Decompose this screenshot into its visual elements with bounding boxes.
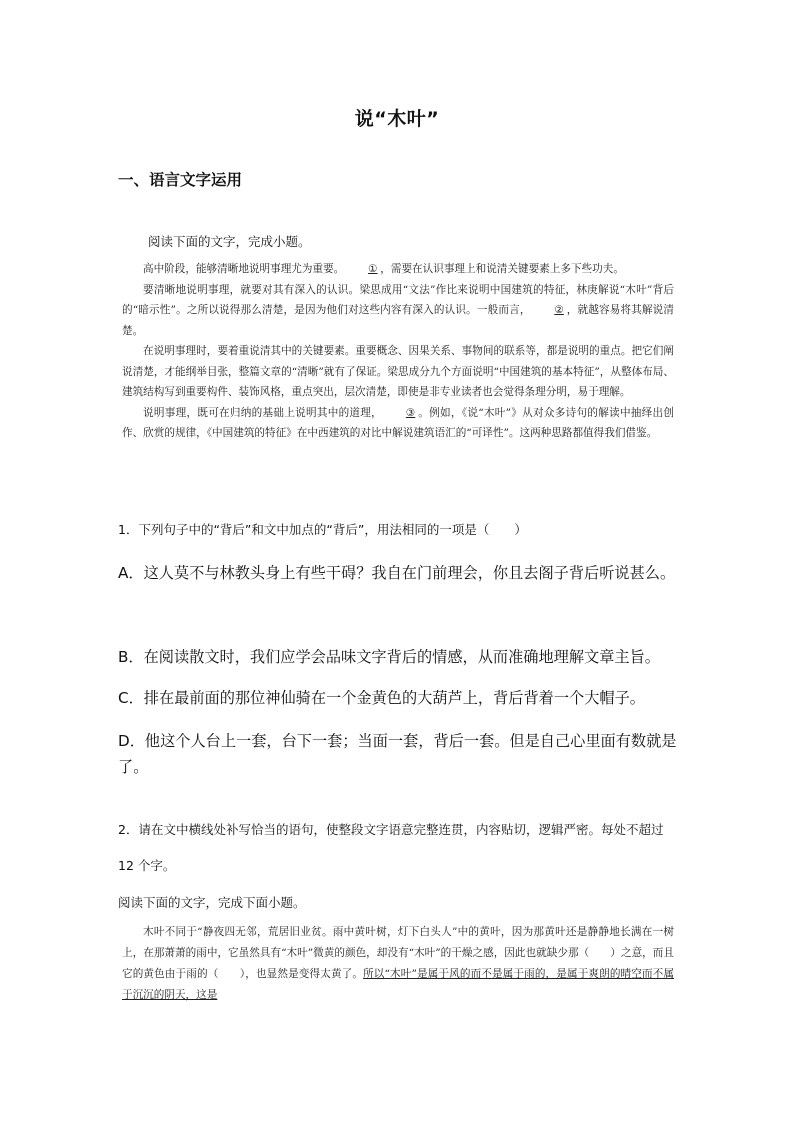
blank-1: ① [368,263,378,275]
blank-2: ② [554,304,564,316]
instruction-text: 阅读下面的文字，完成小题。 [148,234,311,249]
passage-paragraph: 要清晰地说明事理，就要对其有深入的认识。梁思成用“文法”作比来说明中国建筑的特征，林庚解说“木叶”背后的“暗示性”。之所以说得那么清楚，是因为他们对这些内容有深入的认识。一般而言， ② ，就越容易将其解说清楚。 [122,283,674,337]
reading-passage-1 [122,259,674,444]
blank-3: ③ [405,406,416,419]
option-d[interactable]: D．他这个人台上一套，台下一套；当面一套，背后一套。但是自己心里面有数就是了。 [118,732,677,776]
passage-paragraph: 在说明事理时，要着重说清其中的关键要素。重要概念、因果关系、事物间的联系等，都是说明的重点。把它们阐说清楚，才能纲举目张，整篇文章的“清晰”就有了保证。梁思成分九个方面说明“中国建筑的基本特征”，从整体布局、建筑结构写到重要构件、装饰风格，重点突出，层次清楚，即使是非专业读者也会觉得条理分明，易于理解。 [122,345,674,398]
reading-passage-2 [122,922,674,1006]
underlined-sentence: 所以“木叶”是属于风的而不是属于雨的，是属于爽朗的晴空而不属于沉沉的阴天，这是 [122,968,674,1001]
question-1-stem: 1．下列句子中的“背后”和文中加点的“背后”，用法相同的一项是（ ） [118,522,527,537]
passage-paragraph: 高中阶段，能够清晰地说明事理尤为重要。 ① ，需要在认识事理上和说清关键要素上多下些功夫。 [122,259,674,280]
section-heading: 一、语言文字运用 [118,171,243,189]
option-b[interactable]: B．在阅读散文时，我们应学会品味文字背后的情感，从而准确地理解文章主旨。 [118,648,660,666]
passage-paragraph: 木叶不同于“静夜四无邻，荒居旧业贫。雨中黄叶树，灯下白头人”中的黄叶，因为那黄叶还是静静地长满在一树上，在那萧萧的雨中，它虽然具有“木叶”微黄的颜色，却没有“木叶”的干燥之感，因此也就缺少那（ ）之意，而且它的黄色由于雨的（ ），也显然是变得太黄了。所以“木叶”是属于风的而不是属于雨的，是属于爽朗的晴空而不属于沉沉的阴天，这是 [122,926,674,1001]
question-2-stem: 2．请在文中横线处补写恰当的语句，使整段文字语意完整连贯，内容贴切，逻辑严密。每处不超过 12 个字。 [118,822,664,873]
instruction-text-2: 阅读下面的文字，完成下面小题。 [118,895,306,910]
page-title: 说“木叶” [354,108,440,130]
passage-paragraph: 说明事理，既可在归纳的基础上说明其中的道理， ③ 。例如，《说“木叶”》从对众多诗句的解读中抽绎出创作、欣赏的规律，《中国建筑的特征》在中西建筑的对比中解说建筑语汇的“可译性”。这两种思路都值得我们借鉴。 [122,403,674,444]
option-a[interactable]: A．这人莫不与林教头身上有些干碍？我自在门前理会，你且去阁子背后听说甚么。 [118,564,676,582]
option-c[interactable]: C．排在最前面的那位神仙骑在一个金黄色的大葫芦上，背后背着一个大帽子。 [118,689,645,707]
